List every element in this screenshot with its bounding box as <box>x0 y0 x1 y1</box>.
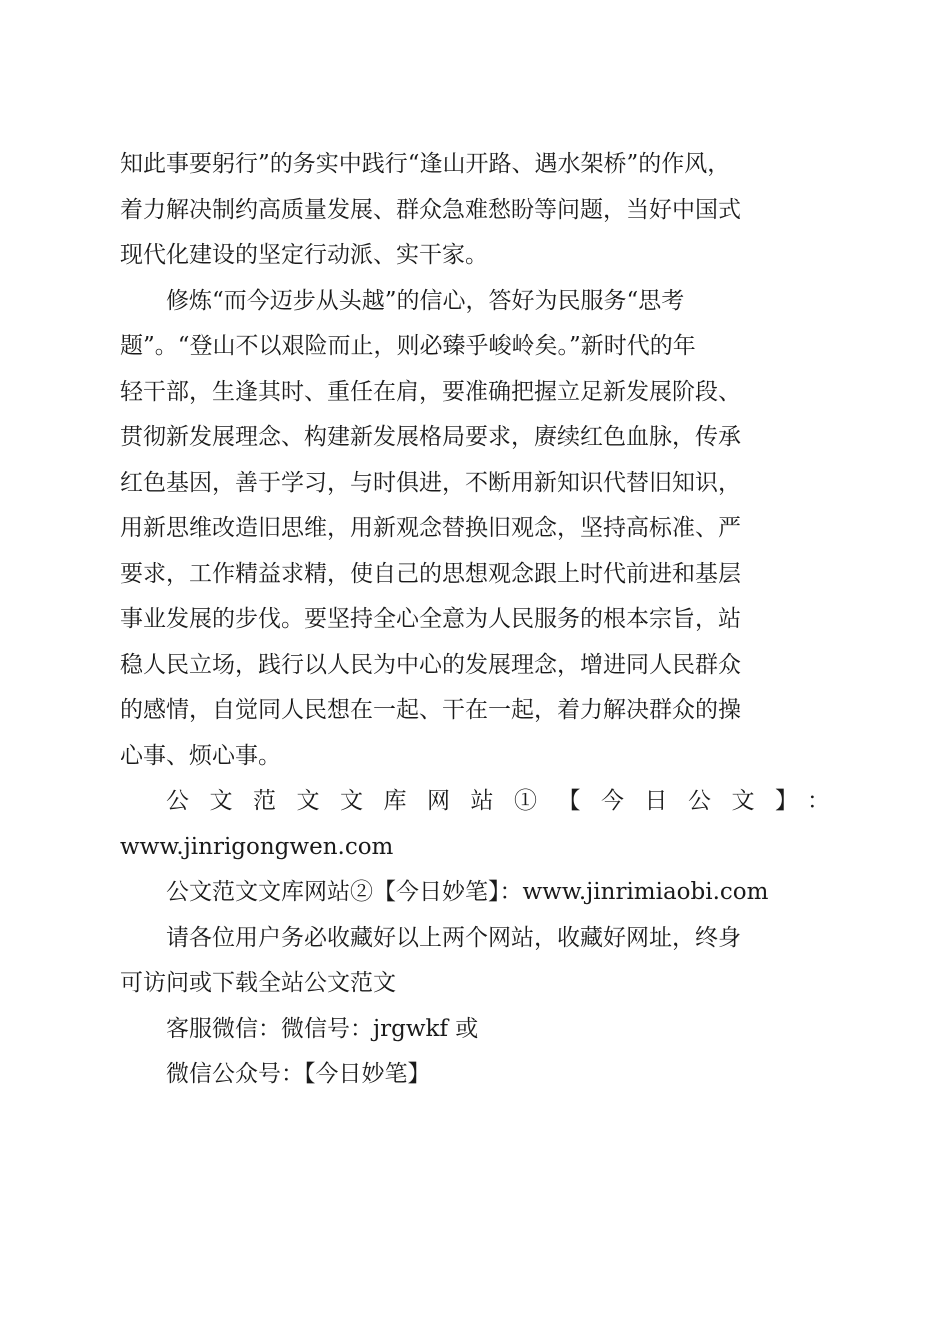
paragraph-2-line-4: 贯彻新发展理念、构建新发展格局要求，赓续红色血脉，传承 <box>120 424 741 450</box>
site1-label: 公文范文文库网站①【今日公文】： <box>166 788 830 814</box>
site1-paragraph <box>120 779 830 870</box>
paragraph-2-line-9: 稳人民立场，践行以人民为中心的发展理念，增进同人民群众 <box>120 651 741 678</box>
paragraph-1-line-1: 知此事要躬行”的务实中践行“逢山开路、遇水架桥”的作风， <box>120 151 731 177</box>
paragraph-2-line-2: 题”。“登山不以艰险而止，则必臻乎峻岭矣。”新时代的年 <box>120 333 696 359</box>
notice-paragraph <box>120 916 830 1007</box>
paragraph-2-line-11: 心事、烦心事。 <box>120 742 281 769</box>
paragraph-2-line-1: 修炼“而今迈步从头越”的信心，答好为民服务“思考 <box>166 287 685 314</box>
wechat-paragraph <box>120 1007 830 1053</box>
paragraph-1-line-2: 着力解决制约高质量发展、群众急难愁盼等问题，当好中国式 <box>120 196 741 223</box>
site2-paragraph <box>120 870 830 916</box>
paragraph-2-line-10: 的感情，自觉同人民想在一起、干在一起，着力解决群众的操 <box>120 697 741 723</box>
paragraph-2-line-6: 用新思维改造旧思维，用新观念替换旧观念，坚持高标准、严 <box>120 515 741 541</box>
paragraph-2 <box>120 279 830 780</box>
paragraph-1 <box>120 142 830 279</box>
document-page <box>120 142 830 1098</box>
site1-url[interactable]: www.jinrigongwen.com <box>120 833 394 860</box>
notice-line-2: 可访问或下载全站公文范文 <box>120 970 396 996</box>
paragraph-1-line-3: 现代化建设的坚定行动派、实干家。 <box>120 242 488 268</box>
wechat-text: 客服微信：微信号：jrgwkf 或 <box>166 1015 479 1042</box>
site2-text[interactable]: 公文范文文库网站②【今日妙笔】：www.jinrimiaobi.com <box>166 879 769 905</box>
paragraph-2-line-3: 轻干部，生逢其时、重任在肩，要准确把握立足新发展阶段、 <box>120 378 741 405</box>
paragraph-2-line-5: 红色基因，善于学习，与时俱进，不断用新知识代替旧知识， <box>120 469 741 496</box>
notice-line-1: 请各位用户务必收藏好以上两个网站，收藏好网址，终身 <box>166 924 741 951</box>
official-account-text: 微信公众号：【今日妙笔】 <box>166 1061 431 1087</box>
official-account-paragraph <box>120 1052 830 1098</box>
paragraph-2-line-7: 要求，工作精益求精，使自己的思想观念跟上时代前进和基层 <box>120 560 741 587</box>
paragraph-2-line-8: 事业发展的步伐。要坚持全心全意为人民服务的根本宗旨，站 <box>120 606 741 632</box>
